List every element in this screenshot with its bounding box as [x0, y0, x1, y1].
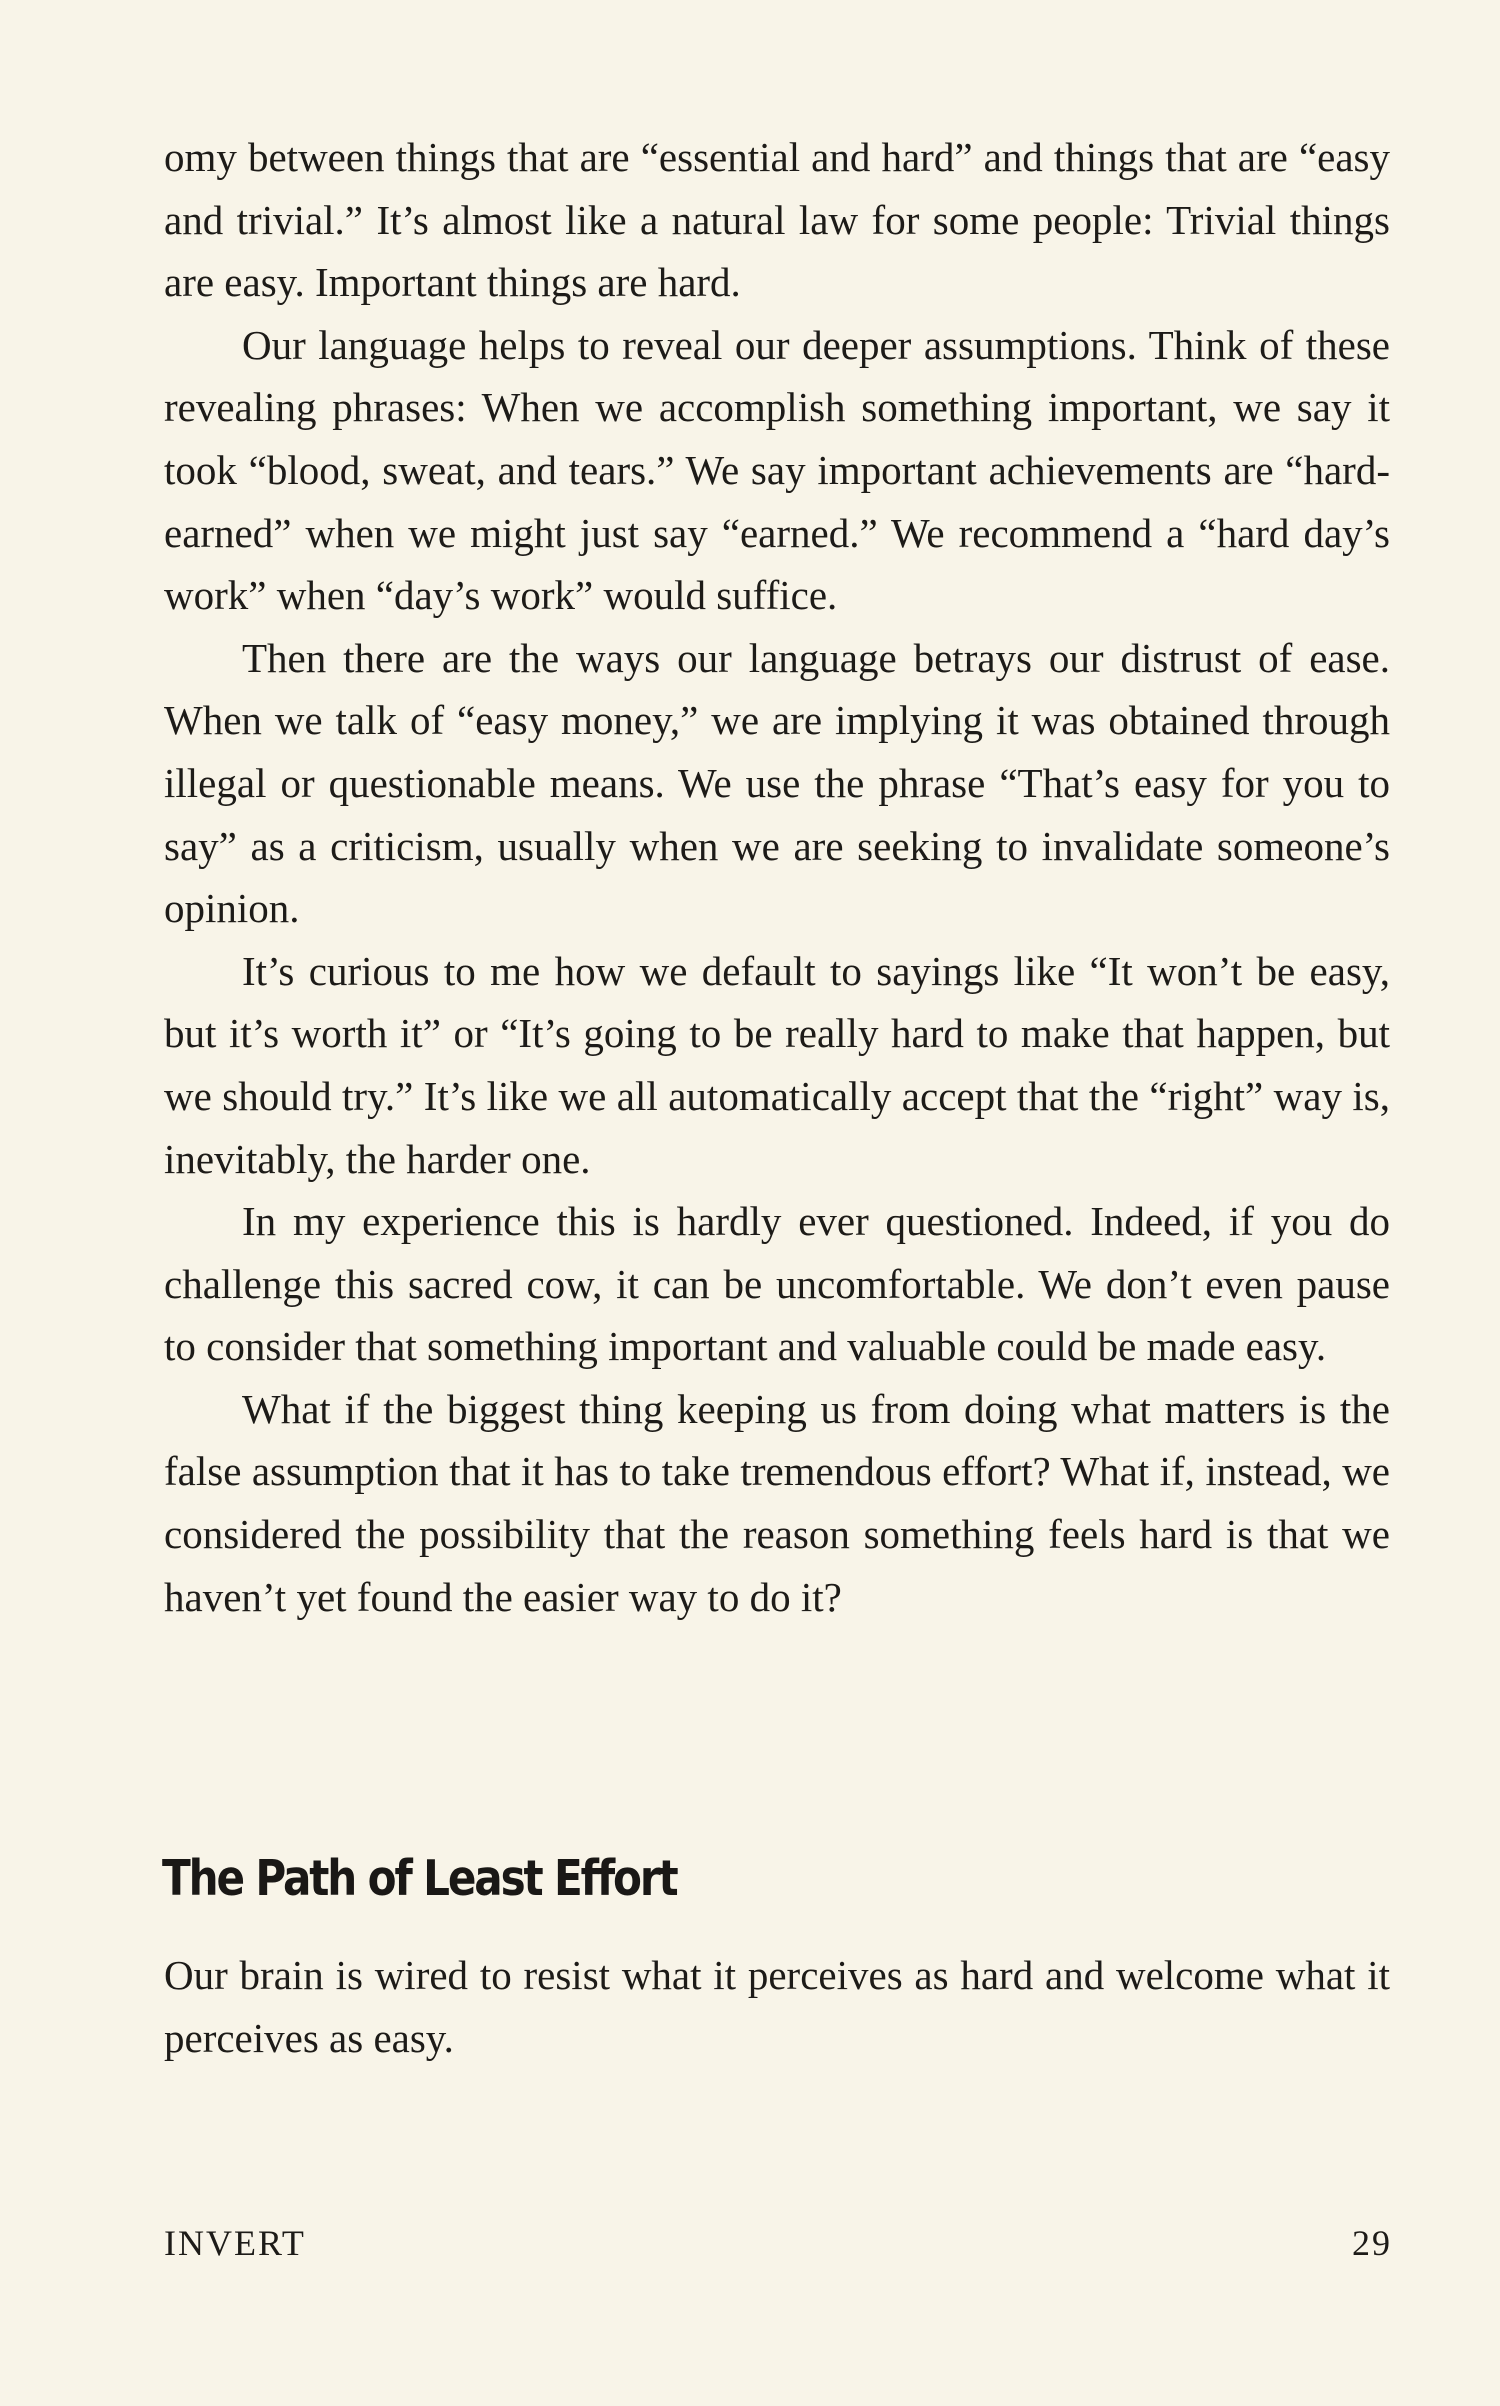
section-paragraph-1: Our brain is wired to resist what it perceives as hard and welcome what it perceives as easy. — [164, 1952, 1390, 2061]
paragraph-5: In my experience this is hardly ever questioned. Indeed, if you do challenge this sacred cow, it can be uncomfortable. We don’t even pause to consider that something important and valuable could be made easy. — [164, 1198, 1390, 1370]
section-text — [164, 1944, 1390, 2069]
paragraph-3: Then there are the ways our language betrays our distrust of ease. When we talk of “easy money,” we are implying it was obtained through illegal or questionable means. We use the phrase “That’s easy for you to say” as a criticism, usually when we are seeking to invalidate someone’s opinion. — [164, 634, 1390, 932]
running-footer-title: INVERT — [164, 2223, 306, 2263]
paragraph-4: It’s curious to me how we default to sayings like “It won’t be easy, but it’s worth it” or “It’s going to be really hard to make that happen, but we should try.” It’s like we all automatically accept that the “right” way is, inevitably, the harder one. — [164, 947, 1390, 1182]
paragraph-2: Our language helps to reveal our deeper assumptions. Think of these revealing phrases: When we accomplish something important, we say it took “blood, sweat, and tears.” We say important achievements are “hard-earned” when we might just say “earned.” We recommend a “hard day’s work” when “day’s work” would suffice. — [164, 321, 1390, 619]
section-heading: The Path of Least Effort — [162, 1850, 677, 1907]
paragraph-1: omy between things that are “essential and hard” and things that are “easy and trivial.” It’s almost like a natural law for some people: Trivial things are easy. Important things are hard. — [164, 134, 1390, 306]
paragraph-6: What if the biggest thing keeping us from doing what matters is the false assumption that it has to take tremendous effort? What if, instead, we considered the possibility that the reason something feels hard is that we haven’t yet found the easier way to do it? — [164, 1385, 1390, 1620]
body-text — [164, 126, 1390, 1628]
page-number: 29 — [1352, 2223, 1392, 2263]
